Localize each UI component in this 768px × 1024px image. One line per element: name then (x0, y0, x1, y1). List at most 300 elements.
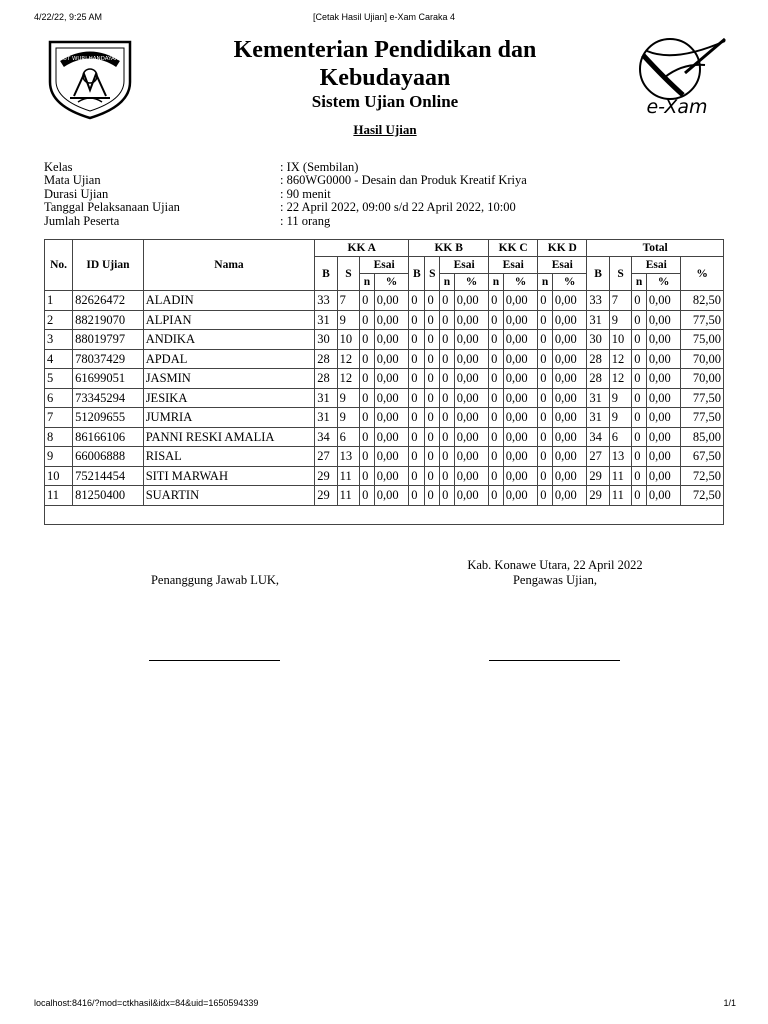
cell-value: 7 (609, 291, 631, 311)
cell-value: 75,00 (681, 330, 724, 350)
cell-value: 0,00 (374, 486, 408, 506)
cell-value: 0,00 (646, 349, 680, 369)
cell-value: 0,00 (374, 447, 408, 467)
table-row (45, 291, 724, 311)
cell-value: 34 (315, 427, 337, 447)
col-b: B (587, 257, 609, 291)
col-nama: Nama (143, 240, 315, 291)
col-kk-c: KK C (489, 240, 538, 257)
cell-value: 0,00 (454, 486, 488, 506)
system-subtitle: Sistem Ujian Online (311, 92, 459, 111)
cell-id-ujian: 88019797 (73, 330, 144, 350)
cell-value: 0 (632, 447, 647, 467)
cell-value: 29 (315, 466, 337, 486)
cell-value: 34 (587, 427, 609, 447)
cell-id-ujian: 73345294 (73, 388, 144, 408)
cell-value: 0,00 (454, 388, 488, 408)
cell-value: 0,00 (646, 486, 680, 506)
cell-value: 31 (587, 408, 609, 428)
cell-value: 0 (425, 388, 440, 408)
table-row (45, 486, 724, 506)
info-value: : 11 orang (280, 213, 331, 228)
cell-value: 0 (538, 408, 553, 428)
cell-value: 0 (538, 330, 553, 350)
cell-value: 0 (425, 310, 440, 330)
cell-value: 10 (609, 330, 631, 350)
cell-value: 0 (632, 427, 647, 447)
cell-value: 0 (489, 408, 504, 428)
col-id-ujian: ID Ujian (73, 240, 144, 291)
cell-id-ujian: 86166106 (73, 427, 144, 447)
cell-value: 0 (425, 330, 440, 350)
print-datetime: 4/22/22, 9:25 AM (34, 12, 103, 22)
col-n: n (632, 274, 647, 291)
cell-value: 9 (337, 310, 359, 330)
e-xam-logo (625, 33, 730, 117)
tut-wuri-handayani-logo (40, 36, 140, 120)
left-signature-line (149, 660, 280, 661)
cell-value: 72,50 (681, 486, 724, 506)
cell-value: 9 (609, 310, 631, 330)
cell-value: 0 (440, 447, 455, 467)
cell-value: 0 (489, 388, 504, 408)
cell-value: 0 (425, 291, 440, 311)
col-kk-d: KK D (538, 240, 587, 257)
col-pct: % (454, 274, 488, 291)
cell-value: 0 (425, 369, 440, 389)
cell-value: 0 (409, 330, 425, 350)
cell-value: 0 (632, 291, 647, 311)
section-title: Hasil Ujian (353, 122, 417, 137)
cell-value: 13 (337, 447, 359, 467)
cell-value: 0,00 (552, 349, 586, 369)
cell-value: 0,00 (552, 310, 586, 330)
cell-no: 2 (45, 310, 73, 330)
cell-value: 0,00 (454, 369, 488, 389)
cell-value: 0,00 (552, 388, 586, 408)
cell-value: 11 (609, 486, 631, 506)
cell-value: 31 (315, 408, 337, 428)
col-total: Total (587, 240, 724, 257)
cell-id-ujian: 78037429 (73, 349, 144, 369)
cell-value: 0 (489, 486, 504, 506)
cell-no: 4 (45, 349, 73, 369)
cell-value: 0,00 (374, 349, 408, 369)
info-row (44, 215, 527, 228)
cell-value: 11 (337, 466, 359, 486)
cell-no: 7 (45, 408, 73, 428)
cell-nama: ALADIN (143, 291, 315, 311)
cell-value: 28 (587, 369, 609, 389)
results-body (45, 291, 724, 506)
cell-value: 0,00 (646, 291, 680, 311)
cell-value: 0,00 (374, 427, 408, 447)
cell-value: 29 (587, 486, 609, 506)
table-row (45, 447, 724, 467)
table-row (45, 466, 724, 486)
cell-value: 70,00 (681, 369, 724, 389)
cell-value: 0 (489, 349, 504, 369)
cell-value: 0 (360, 310, 375, 330)
cell-value: 0 (538, 349, 553, 369)
cell-value: 77,50 (681, 310, 724, 330)
cell-value: 10 (337, 330, 359, 350)
right-signer-role: Pengawas Ujian, (512, 573, 597, 587)
cell-value: 9 (609, 408, 631, 428)
cell-value: 0,00 (646, 447, 680, 467)
cell-value: 6 (337, 427, 359, 447)
cell-nama: SITI MARWAH (143, 466, 315, 486)
col-esai: Esai (360, 257, 409, 274)
cell-value: 0,00 (503, 330, 537, 350)
cell-value: 0,00 (454, 291, 488, 311)
cell-value: 0 (440, 369, 455, 389)
cell-value: 30 (315, 330, 337, 350)
print-page-number: 1/1 (723, 998, 736, 1008)
col-kk-b: KK B (409, 240, 489, 257)
cell-value: 0,00 (552, 427, 586, 447)
cell-value: 30 (587, 330, 609, 350)
cell-value: 0,00 (646, 408, 680, 428)
cell-value: 0,00 (503, 408, 537, 428)
ministry-title-line2: Kebudayaan (319, 65, 451, 91)
cell-value: 28 (315, 349, 337, 369)
cell-value: 0 (440, 388, 455, 408)
cell-no: 10 (45, 466, 73, 486)
cell-value: 11 (609, 466, 631, 486)
cell-value: 0,00 (503, 291, 537, 311)
cell-nama: SUARTIN (143, 486, 315, 506)
cell-no: 8 (45, 427, 73, 447)
col-no: No. (45, 240, 73, 291)
cell-value: 0 (489, 427, 504, 447)
ministry-title (150, 36, 620, 92)
cell-value: 0 (538, 291, 553, 311)
col-pct: % (646, 274, 680, 291)
info-row (44, 161, 527, 174)
cell-value: 0 (489, 291, 504, 311)
cell-value: 0 (632, 330, 647, 350)
cell-value: 0,00 (454, 447, 488, 467)
table-row (45, 388, 724, 408)
cell-value: 0 (360, 486, 375, 506)
cell-value: 0,00 (503, 369, 537, 389)
cell-value: 0 (425, 486, 440, 506)
cell-value: 28 (587, 349, 609, 369)
cell-value: 12 (337, 369, 359, 389)
cell-value: 0 (409, 369, 425, 389)
info-value: : IX (Sembilan) (280, 160, 359, 174)
cell-value: 0 (489, 330, 504, 350)
cell-value: 6 (609, 427, 631, 447)
cell-value: 0 (538, 310, 553, 330)
cell-value: 0,00 (454, 427, 488, 447)
cell-value: 72,50 (681, 466, 724, 486)
cell-value: 0,00 (454, 330, 488, 350)
cell-value: 82,50 (681, 291, 724, 311)
cell-value: 33 (315, 291, 337, 311)
cell-no: 1 (45, 291, 73, 311)
info-label: Mata Ujian (44, 173, 101, 188)
cell-value: 0 (440, 349, 455, 369)
cell-value: 0,00 (646, 310, 680, 330)
cell-value: 12 (609, 369, 631, 389)
cell-value: 0 (440, 408, 455, 428)
cell-value: 0 (632, 349, 647, 369)
cell-value: 28 (315, 369, 337, 389)
cell-no: 6 (45, 388, 73, 408)
info-label: Tanggal Pelaksanaan Ujian (44, 200, 180, 215)
cell-value: 0 (409, 447, 425, 467)
cell-value: 0,00 (454, 408, 488, 428)
cell-value: 0 (409, 291, 425, 311)
info-value: : 860WG0000 - Desain dan Produk Kreatif Kriya (280, 173, 527, 188)
left-logo-text: TUT WURI HANDAYANI (59, 56, 121, 62)
cell-value: 0,00 (646, 427, 680, 447)
cell-id-ujian: 75214454 (73, 466, 144, 486)
info-value: : 22 April 2022, 09:00 s/d 22 April 2022, 10:00 (280, 200, 516, 215)
cell-value: 0 (360, 466, 375, 486)
cell-value: 0 (360, 349, 375, 369)
col-b: B (409, 257, 425, 291)
cell-nama: JASMIN (143, 369, 315, 389)
col-pct: % (552, 274, 586, 291)
cell-value: 0 (632, 466, 647, 486)
left-signer-role: Penanggung Jawab LUK, (150, 573, 280, 587)
cell-value: 0 (440, 310, 455, 330)
info-label: Kelas (44, 160, 73, 174)
cell-value: 70,00 (681, 349, 724, 369)
print-url: localhost:8416/?mod=ctkhasil&idx=84&uid=1650594339 (34, 998, 259, 1008)
cell-value: 29 (587, 466, 609, 486)
table-row (45, 427, 724, 447)
cell-value: 13 (609, 447, 631, 467)
cell-no: 11 (45, 486, 73, 506)
cell-value: 0,00 (454, 310, 488, 330)
col-n: n (489, 274, 504, 291)
cell-value: 0 (440, 291, 455, 311)
cell-value: 0,00 (552, 466, 586, 486)
cell-value: 85,00 (681, 427, 724, 447)
cell-nama: ANDIKA (143, 330, 315, 350)
cell-value: 0 (409, 427, 425, 447)
cell-nama: PANNI RESKI AMALIA (143, 427, 315, 447)
col-pct: % (503, 274, 537, 291)
cell-value: 0,00 (646, 369, 680, 389)
cell-value: 0 (360, 369, 375, 389)
cell-value: 0,00 (503, 388, 537, 408)
info-label: Durasi Ujian (44, 186, 109, 201)
cell-value: 0 (425, 427, 440, 447)
cell-value: 0 (409, 486, 425, 506)
info-label: Jumlah Peserta (44, 213, 120, 228)
cell-value: 0,00 (646, 330, 680, 350)
table-row (45, 369, 724, 389)
cell-value: 0,00 (374, 369, 408, 389)
cell-value: 0 (360, 291, 375, 311)
info-value: : 90 menit (280, 186, 331, 201)
cell-value: 0,00 (374, 330, 408, 350)
cell-value: 27 (587, 447, 609, 467)
cell-value: 0 (360, 408, 375, 428)
right-signature-line (489, 660, 620, 661)
cell-nama: ALPIAN (143, 310, 315, 330)
cell-value: 9 (337, 408, 359, 428)
cell-value: 0,00 (503, 310, 537, 330)
cell-value: 0 (409, 466, 425, 486)
cell-value: 12 (609, 349, 631, 369)
cell-id-ujian: 88219070 (73, 310, 144, 330)
col-b: B (315, 257, 337, 291)
cell-value: 0 (489, 369, 504, 389)
col-pct: % (374, 274, 408, 291)
cell-value: 0,00 (552, 291, 586, 311)
cell-value: 0 (632, 369, 647, 389)
cell-value: 0 (538, 388, 553, 408)
col-n: n (360, 274, 375, 291)
cell-value: 0,00 (552, 486, 586, 506)
cell-value: 0,00 (503, 486, 537, 506)
cell-value: 0 (425, 466, 440, 486)
cell-value: 0 (360, 388, 375, 408)
info-row (44, 174, 527, 187)
cell-value: 0 (425, 408, 440, 428)
cell-nama: APDAL (143, 349, 315, 369)
cell-value: 0,00 (374, 291, 408, 311)
cell-value: 0 (360, 447, 375, 467)
cell-value: 0 (538, 447, 553, 467)
cell-no: 3 (45, 330, 73, 350)
cell-value: 29 (315, 486, 337, 506)
col-esai: Esai (489, 257, 538, 274)
cell-value: 0 (360, 330, 375, 350)
col-n: n (538, 274, 553, 291)
cell-value: 31 (587, 388, 609, 408)
cell-value: 9 (609, 388, 631, 408)
table-row (45, 408, 724, 428)
cell-value: 9 (337, 388, 359, 408)
right-logo-text: e-Xam (646, 96, 708, 117)
cell-id-ujian: 66006888 (73, 447, 144, 467)
table-row (45, 330, 724, 350)
table-footer-row (45, 505, 724, 524)
cell-value: 0 (632, 408, 647, 428)
cell-value: 0 (632, 486, 647, 506)
cell-value: 0,00 (646, 466, 680, 486)
cell-value: 0 (489, 310, 504, 330)
cell-value: 31 (315, 388, 337, 408)
cell-value: 0 (538, 486, 553, 506)
cell-value: 0 (632, 310, 647, 330)
cell-value: 0 (409, 388, 425, 408)
cell-value: 11 (337, 486, 359, 506)
cell-value: 0 (538, 369, 553, 389)
col-s: S (609, 257, 631, 291)
cell-value: 0,00 (503, 349, 537, 369)
ministry-title-line1: Kementerian Pendidikan dan (233, 37, 537, 63)
col-esai: Esai (538, 257, 587, 274)
info-row (44, 188, 527, 201)
cell-value: 0 (425, 447, 440, 467)
table-header-row (45, 240, 724, 257)
col-esai: Esai (440, 257, 489, 274)
cell-value: 0,00 (552, 447, 586, 467)
info-row (44, 201, 527, 214)
cell-value: 0,00 (503, 447, 537, 467)
cell-value: 0,00 (552, 408, 586, 428)
cell-value: 0 (440, 427, 455, 447)
col-s: S (337, 257, 359, 291)
cell-no: 5 (45, 369, 73, 389)
exam-info (44, 161, 527, 228)
cell-value: 0 (425, 349, 440, 369)
cell-value: 0 (440, 330, 455, 350)
cell-value: 0 (538, 466, 553, 486)
place-date: Kab. Konawe Utara, 22 April 2022 (467, 558, 643, 572)
cell-value: 0,00 (503, 427, 537, 447)
col-n: n (440, 274, 455, 291)
cell-value: 27 (315, 447, 337, 467)
cell-value: 0 (409, 310, 425, 330)
cell-value: 0,00 (374, 408, 408, 428)
cell-value: 33 (587, 291, 609, 311)
cell-id-ujian: 81250400 (73, 486, 144, 506)
cell-value: 67,50 (681, 447, 724, 467)
cell-value: 0 (360, 427, 375, 447)
cell-value: 0,00 (454, 466, 488, 486)
cell-id-ujian: 61699051 (73, 369, 144, 389)
col-percent: % (681, 257, 724, 291)
cell-value: 12 (337, 349, 359, 369)
cell-value: 0,00 (374, 388, 408, 408)
cell-value: 0,00 (503, 466, 537, 486)
cell-value: 31 (587, 310, 609, 330)
cell-value: 0,00 (552, 330, 586, 350)
cell-value: 0,00 (552, 369, 586, 389)
print-tab-title: [Cetak Hasil Ujian] e-Xam Caraka 4 (312, 12, 456, 22)
cell-value: 0,00 (374, 310, 408, 330)
cell-no: 9 (45, 447, 73, 467)
col-s: S (425, 257, 440, 291)
cell-value: 77,50 (681, 388, 724, 408)
table-row (45, 349, 724, 369)
cell-value: 7 (337, 291, 359, 311)
results-table (44, 239, 724, 525)
cell-value: 77,50 (681, 408, 724, 428)
cell-nama: JUMRIA (143, 408, 315, 428)
cell-nama: JESIKA (143, 388, 315, 408)
cell-id-ujian: 82626472 (73, 291, 144, 311)
cell-value: 0 (489, 466, 504, 486)
cell-value: 0 (489, 447, 504, 467)
col-esai: Esai (632, 257, 681, 274)
cell-value: 0,00 (454, 349, 488, 369)
cell-value: 0,00 (646, 388, 680, 408)
cell-value: 0 (538, 427, 553, 447)
cell-value: 0 (632, 388, 647, 408)
table-row (45, 310, 724, 330)
cell-nama: RISAL (143, 447, 315, 467)
cell-value: 0 (409, 349, 425, 369)
cell-value: 0 (409, 408, 425, 428)
cell-id-ujian: 51209655 (73, 408, 144, 428)
col-kk-a: KK A (315, 240, 409, 257)
cell-value: 0 (440, 486, 455, 506)
cell-value: 0,00 (374, 466, 408, 486)
table-footer-cell (45, 505, 724, 524)
cell-value: 0 (440, 466, 455, 486)
cell-value: 31 (315, 310, 337, 330)
